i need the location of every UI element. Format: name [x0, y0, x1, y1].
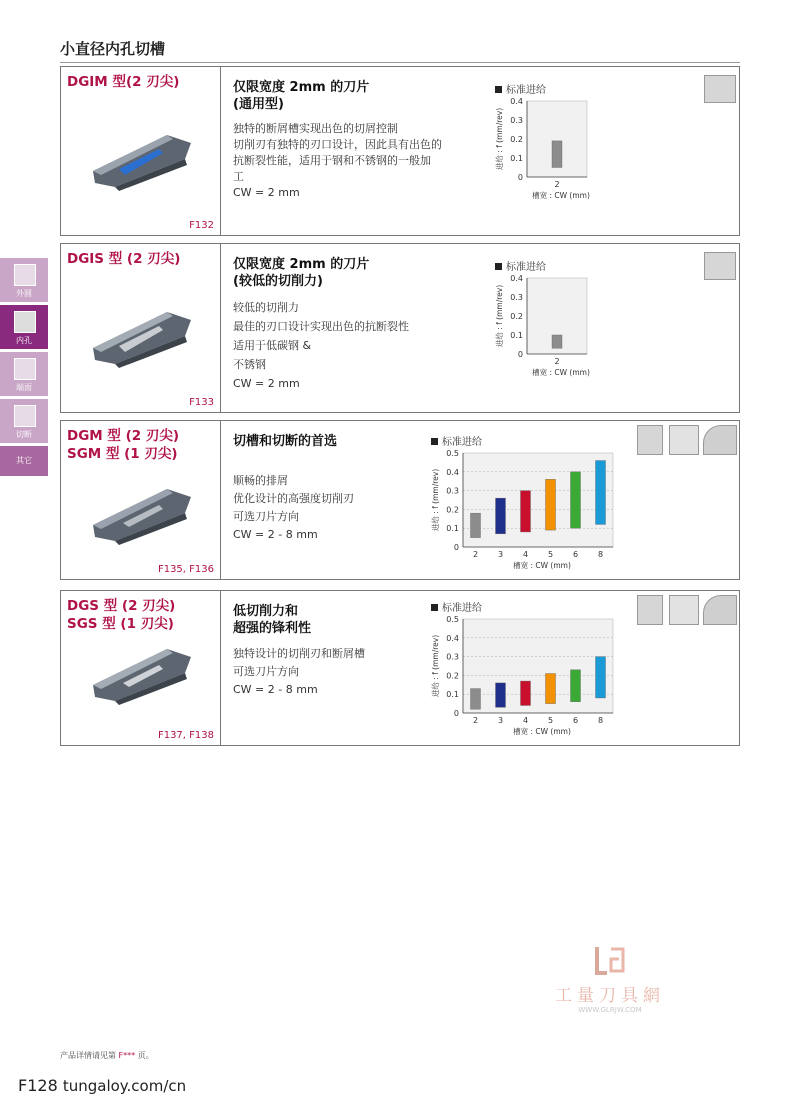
- desc-heading: (通用型): [233, 97, 284, 112]
- internal-schematic-icon: [703, 425, 737, 455]
- desc-line: 适用于低碳钢 &: [233, 339, 312, 352]
- desc-line: CW = 2 - 8 mm: [233, 528, 318, 541]
- x-tick-label: 5: [547, 550, 554, 559]
- y-tick-label: 0.3: [510, 116, 523, 125]
- y-tick-label: 0: [517, 173, 523, 182]
- product-type-name: [67, 427, 179, 463]
- footnote-suffix: 页。: [135, 1051, 154, 1060]
- x-tick-label: 6: [572, 716, 579, 725]
- desc-heading: 切槽和切断的首选: [233, 434, 338, 449]
- chart-title: 标准进给: [431, 433, 482, 448]
- y-tick-label: 0.4: [510, 274, 523, 283]
- desc-heading: 低切削力和: [233, 604, 299, 619]
- desc-line: 抗断裂性能，适用于钢和不锈钢的一般加: [233, 154, 431, 167]
- feed-chart: [429, 613, 619, 743]
- grooving-schematic-icon: [637, 425, 663, 455]
- x-tick-label: 4: [522, 716, 529, 725]
- page-footer: [18, 1076, 186, 1095]
- top-rule: [60, 62, 740, 63]
- product-description: [233, 79, 483, 201]
- side-tab-label: 切断: [16, 430, 32, 439]
- y-tick-label: 0.2: [446, 505, 459, 515]
- y-tick-label: 0.3: [510, 293, 523, 302]
- feed-chart: [493, 272, 593, 384]
- x-tick-label: 8: [597, 716, 604, 725]
- side-tab-internal[interactable]: [0, 305, 48, 349]
- product-image-column: [61, 67, 221, 235]
- insert-image: [89, 129, 193, 191]
- x-tick-label: 5: [547, 716, 554, 725]
- watermark-url: WWW.GLRJW.COM: [578, 1006, 642, 1014]
- x-tick-label: 4: [522, 550, 529, 559]
- y-tick-label: 0.4: [510, 97, 523, 106]
- product-type-name: [67, 597, 175, 633]
- desc-line: 独特的断屑槽实现出色的切屑控制: [233, 122, 398, 135]
- bar: [496, 498, 506, 534]
- side-tab-parting[interactable]: [0, 399, 48, 443]
- y-tick-label: 0: [517, 350, 523, 359]
- x-axis-label: 槽宽 : CW (mm): [532, 191, 590, 200]
- plot-area: [463, 453, 613, 547]
- product-section-dgm: [60, 420, 740, 580]
- desc-heading: 超强的锋利性: [233, 621, 312, 636]
- footnote-page-ref: F***: [118, 1051, 136, 1060]
- bar: [546, 674, 556, 704]
- watermark-logo: [593, 945, 627, 975]
- y-tick-label: 0.1: [510, 154, 523, 163]
- desc-line: CW = 2 mm: [233, 377, 300, 390]
- desc-heading: 仅限宽度 2mm 的刀片: [233, 257, 370, 272]
- catalog-page-ref: F133: [189, 397, 214, 408]
- product-description: [233, 256, 483, 393]
- bar: [471, 513, 481, 537]
- internal-grooving-schematic-icon: [704, 75, 736, 103]
- x-axis-label: 槽宽 : CW (mm): [513, 561, 571, 570]
- x-tick-label: 2: [472, 716, 479, 725]
- page-title: 小直径内孔切槽: [60, 40, 166, 58]
- product-section-dgim: [60, 66, 740, 236]
- plot-area: [463, 619, 613, 713]
- desc-heading: (较低的切削力): [233, 274, 323, 289]
- y-axis-label: 进给 : f (mm/rev): [495, 107, 504, 171]
- type-name-line: DGM 型 (2 刃尖): [67, 428, 180, 444]
- desc-line: 最佳的刃口设计实现出色的抗断裂性: [233, 320, 409, 333]
- y-tick-label: 0.1: [510, 331, 523, 340]
- bar: [552, 335, 562, 348]
- desc-line: 可选刀片方向: [233, 665, 299, 678]
- side-tab-face[interactable]: [0, 352, 48, 396]
- y-axis-label: 进给 : f (mm/rev): [431, 468, 440, 532]
- type-name-line: SGM 型 (1 刃尖): [67, 446, 178, 462]
- chart-title: 标准进给: [495, 81, 546, 96]
- y-tick-label: 0.4: [446, 467, 459, 477]
- x-tick-label: 3: [497, 550, 504, 559]
- x-tick-label: 2: [554, 357, 560, 366]
- desc-line: 可选刀片方向: [233, 510, 299, 523]
- chart-title: 标准进给: [495, 258, 546, 273]
- bar: [546, 479, 556, 530]
- bar: [596, 657, 606, 698]
- side-tab-external[interactable]: [0, 258, 48, 302]
- bar: [596, 461, 606, 525]
- parting-schematic-icon: [669, 425, 699, 455]
- grooving-schematic-icon: [637, 595, 663, 625]
- watermark-text: 工量刀具網: [555, 986, 665, 1006]
- page-number: F128: [18, 1076, 58, 1095]
- side-tab-label: 端面: [16, 383, 32, 392]
- desc-heading: 仅限宽度 2mm 的刀片: [233, 80, 370, 95]
- footnote: [60, 1050, 154, 1061]
- desc-line: 较低的切削力: [233, 301, 299, 314]
- x-tick-label: 8: [597, 550, 604, 559]
- website-link[interactable]: tungaloy.com/cn: [62, 1077, 187, 1095]
- product-image-column: [61, 244, 221, 412]
- y-axis-label: 进给 : f (mm/rev): [495, 284, 504, 348]
- insert-image: [89, 483, 193, 545]
- x-tick-label: 6: [572, 550, 579, 559]
- bar: [571, 670, 581, 702]
- product-image-column: [61, 591, 221, 745]
- type-name-line: SGS 型 (1 刃尖): [67, 616, 174, 632]
- desc-line: 独特设计的切削刃和断屑槽: [233, 647, 365, 660]
- x-tick-label: 2: [554, 180, 560, 189]
- side-tabs: [0, 258, 48, 479]
- product-section-dgs: [60, 590, 740, 746]
- x-axis-label: 槽宽 : CW (mm): [513, 727, 571, 736]
- y-tick-label: 0.5: [446, 615, 459, 624]
- catalog-page-ref: F135, F136: [157, 564, 214, 575]
- parting-schematic-icon: [669, 595, 699, 625]
- product-type-name: DGIM 型(2 刃尖): [67, 74, 180, 90]
- catalog-page-ref: F137, F138: [157, 730, 214, 741]
- face-grooving-icon: [14, 358, 36, 380]
- y-tick-label: 0: [453, 709, 459, 718]
- desc-line: 顺畅的排屑: [233, 474, 288, 487]
- type-name-line: DGS 型 (2 刃尖): [67, 598, 176, 614]
- watermark: [540, 945, 680, 1014]
- bar: [521, 681, 531, 705]
- product-section-dgis: [60, 243, 740, 413]
- bar: [471, 689, 481, 710]
- bar: [521, 491, 531, 532]
- bar: [496, 683, 506, 707]
- external-turning-icon: [14, 264, 36, 286]
- desc-line: CW = 2 - 8 mm: [233, 683, 318, 696]
- catalog-page-ref: F132: [189, 220, 214, 231]
- bar: [571, 472, 581, 528]
- y-tick-label: 0.2: [510, 135, 523, 144]
- y-tick-label: 0.3: [446, 486, 459, 496]
- bar: [552, 141, 562, 168]
- y-tick-label: 0.5: [446, 449, 459, 458]
- side-tab-label: 外圆: [16, 289, 32, 298]
- product-type-name: DGIS 型 (2 刃尖): [67, 251, 181, 267]
- insert-image: [89, 643, 193, 705]
- desc-line: 不锈钢: [233, 358, 266, 371]
- insert-image: [89, 306, 193, 368]
- y-tick-label: 0.4: [446, 633, 459, 643]
- y-tick-label: 0.2: [510, 312, 523, 321]
- internal-grooving-schematic-icon: [704, 252, 736, 280]
- feed-chart: [493, 95, 593, 207]
- y-tick-label: 0.3: [446, 652, 459, 662]
- chart-title: 标准进给: [431, 599, 482, 614]
- internal-schematic-icon: [703, 595, 737, 625]
- side-tab-label: 内孔: [16, 336, 32, 345]
- y-tick-label: 0: [453, 543, 459, 552]
- desc-line: 工: [233, 170, 244, 183]
- x-tick-label: 2: [472, 550, 479, 559]
- x-axis-label: 槽宽 : CW (mm): [532, 368, 590, 377]
- product-image-column: [61, 421, 221, 579]
- feed-chart: [429, 447, 619, 577]
- desc-line: 切削刃有独特的刃口设计，因此具有出色的: [233, 138, 442, 151]
- y-axis-label: 进给 : f (mm/rev): [431, 634, 440, 698]
- side-tab-label: 其它: [16, 456, 32, 465]
- desc-line: 优化设计的高强度切削刃: [233, 492, 354, 505]
- y-tick-label: 0.1: [446, 524, 459, 534]
- x-tick-label: 3: [497, 716, 504, 725]
- footnote-text: 产品详情请见第: [60, 1051, 119, 1060]
- parting-icon: [14, 405, 36, 427]
- side-tab-other[interactable]: [0, 446, 48, 476]
- y-tick-label: 0.2: [446, 671, 459, 681]
- y-tick-label: 0.1: [446, 690, 459, 700]
- internal-turning-icon: [14, 311, 36, 333]
- desc-line: CW = 2 mm: [233, 186, 300, 199]
